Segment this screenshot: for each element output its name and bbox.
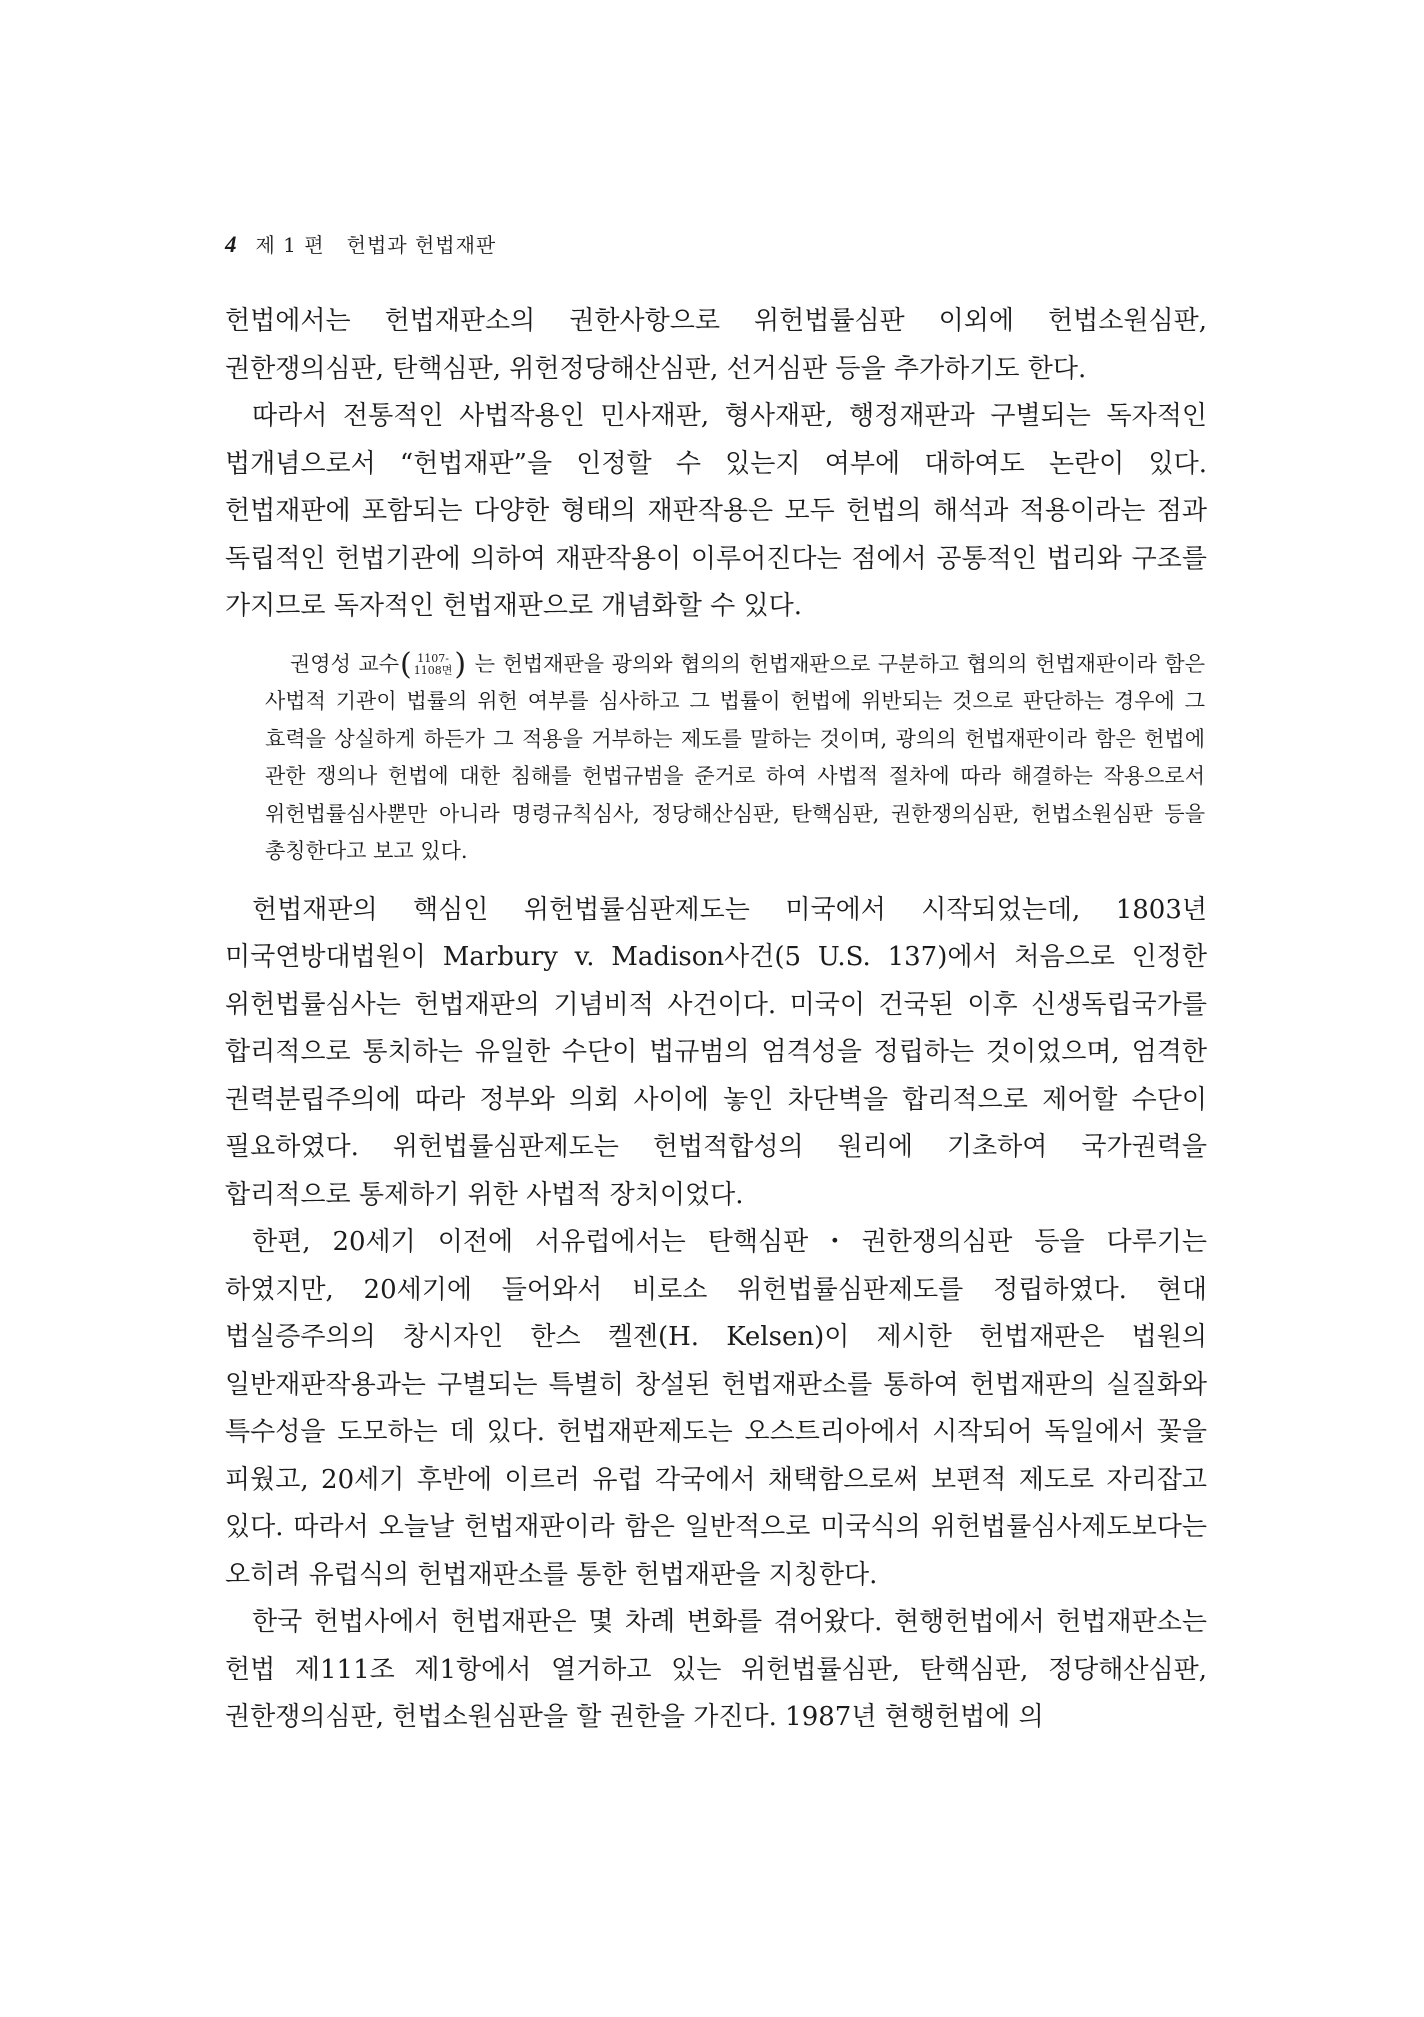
running-header: [225, 233, 496, 257]
text-column: [225, 298, 1207, 1742]
citation-bottom: 1108면: [413, 664, 453, 677]
note-block: [225, 646, 1207, 871]
body-paragraph: 한편, 20세기 이전에 서유럽에서는 탄핵심판・권한쟁의심판 등을 다루기는 하였지만, 20세기에 들어와서 비로소 위헌법률심판제도를 정립하였다. 현대 법실증주의의 창시자인 한스 켈젠(H. Kelsen)이 제시한 헌법재판은 법원의 일반재판작용과는 구별되는 특별히 창설된 헌법재판소를 통하여 헌법재판의 실질화와 특수성을 도모하는 데 있다. 헌법재판제도는 오스트리아에서 시작되어 독일에서 꽃을 피웠고, 20세기 후반에 이르러 유럽 각국에서 채택함으로써 보편적 제도로 자리잡고 있다. 따라서 오늘날 헌법재판이라 함은 일반적으로 미국식의 위헌법률심사제도보다는 오히려 유럽식의 헌법재판소를 통한 헌법재판을 지칭한다.: [225, 1227, 1207, 1590]
page-number: 4: [225, 232, 238, 257]
page-citation: ( 1107- 1108면 ): [400, 647, 467, 682]
body-paragraph: 헌법재판의 핵심인 위헌법률심판제도는 미국에서 시작되었는데, 1803년 미국연방대법원이 Marbury v. Madison사건(5 U.S. 137)에서 처음으로 인정한 위헌법률심사는 헌법재판의 기념비적 사건이다. 미국이 건국된 이후 신생독립국가를 합리적으로 통치하는 유일한 수단이 법규범의 엄격성을 정립하는 것이었으며, 엄격한 권력분립주의에 따라 정부와 의회 사이에 놓인 차단벽을 합리적으로 제어할 수단이 필요하였다. 위헌법률심판제도는 헌법적합성의 원리에 기초하여 국가권력을 합리적으로 통제하기 위한 사법적 장치이었다.: [225, 894, 1207, 1210]
body-paragraph: 한국 헌법사에서 헌법재판은 몇 차례 변화를 겪어왔다. 현행헌법에서 헌법재판소는 헌법 제111조 제1항에서 열거하고 있는 위헌법률심판, 탄핵심판, 정당해산심판, 권한쟁의심판, 헌법소원심판을 할 권한을 가진다. 1987년 현행헌법에 의: [225, 1607, 1207, 1732]
running-title: 제 1 편 헌법과 헌법재판: [255, 233, 497, 257]
body-paragraph: 헌법에서는 헌법재판소의 권한사항으로 위헌법률심판 이외에 헌법소원심판, 권한쟁의심판, 탄핵심판, 위헌정당해산심판, 선거심판 등을 추가하기도 한다.: [225, 306, 1207, 384]
note-body: 는 헌법재판을 광의와 협의의 헌법재판으로 구분하고 협의의 헌법재판이라 함은 사법적 기관이 법률의 위헌 여부를 심사하고 그 법률이 헌법에 위반되는 것으로 판단하는 경우에 그 효력을 상실하게 하든가 그 적용을 거부하는 제도를 말하는 것이며, 광의의 헌법재판이라 함은 헌법에 관한 쟁의나 헌법에 대한 침해를 헌법규범을 준거로 하여 사법적 절차에 따라 해결하는 작용으로서 위헌법률심사뿐만 아니라 명령규칙심사, 정당해산심판, 탄핵심판, 권한쟁의심판, 헌법소원심판 등을 총칭한다고 보고 있다.: [265, 651, 1205, 863]
body-paragraph: 따라서 전통적인 사법작용인 민사재판, 형사재판, 행정재판과 구별되는 독자적인 법개념으로서 “헌법재판”을 인정할 수 있는지 여부에 대하여도 논란이 있다. 헌법재판에 포함되는 다양한 형태의 재판작용은 모두 헌법의 해석과 적용이라는 점과 독립적인 헌법기관에 의하여 재판작용이 이루어진다는 점에서 공통적인 법리와 구조를 가지므로 독자적인 헌법재판으로 개념화할 수 있다.: [225, 401, 1207, 621]
citation-top: 1107-: [417, 652, 449, 665]
note-lead: 권영성 교수: [290, 651, 400, 676]
